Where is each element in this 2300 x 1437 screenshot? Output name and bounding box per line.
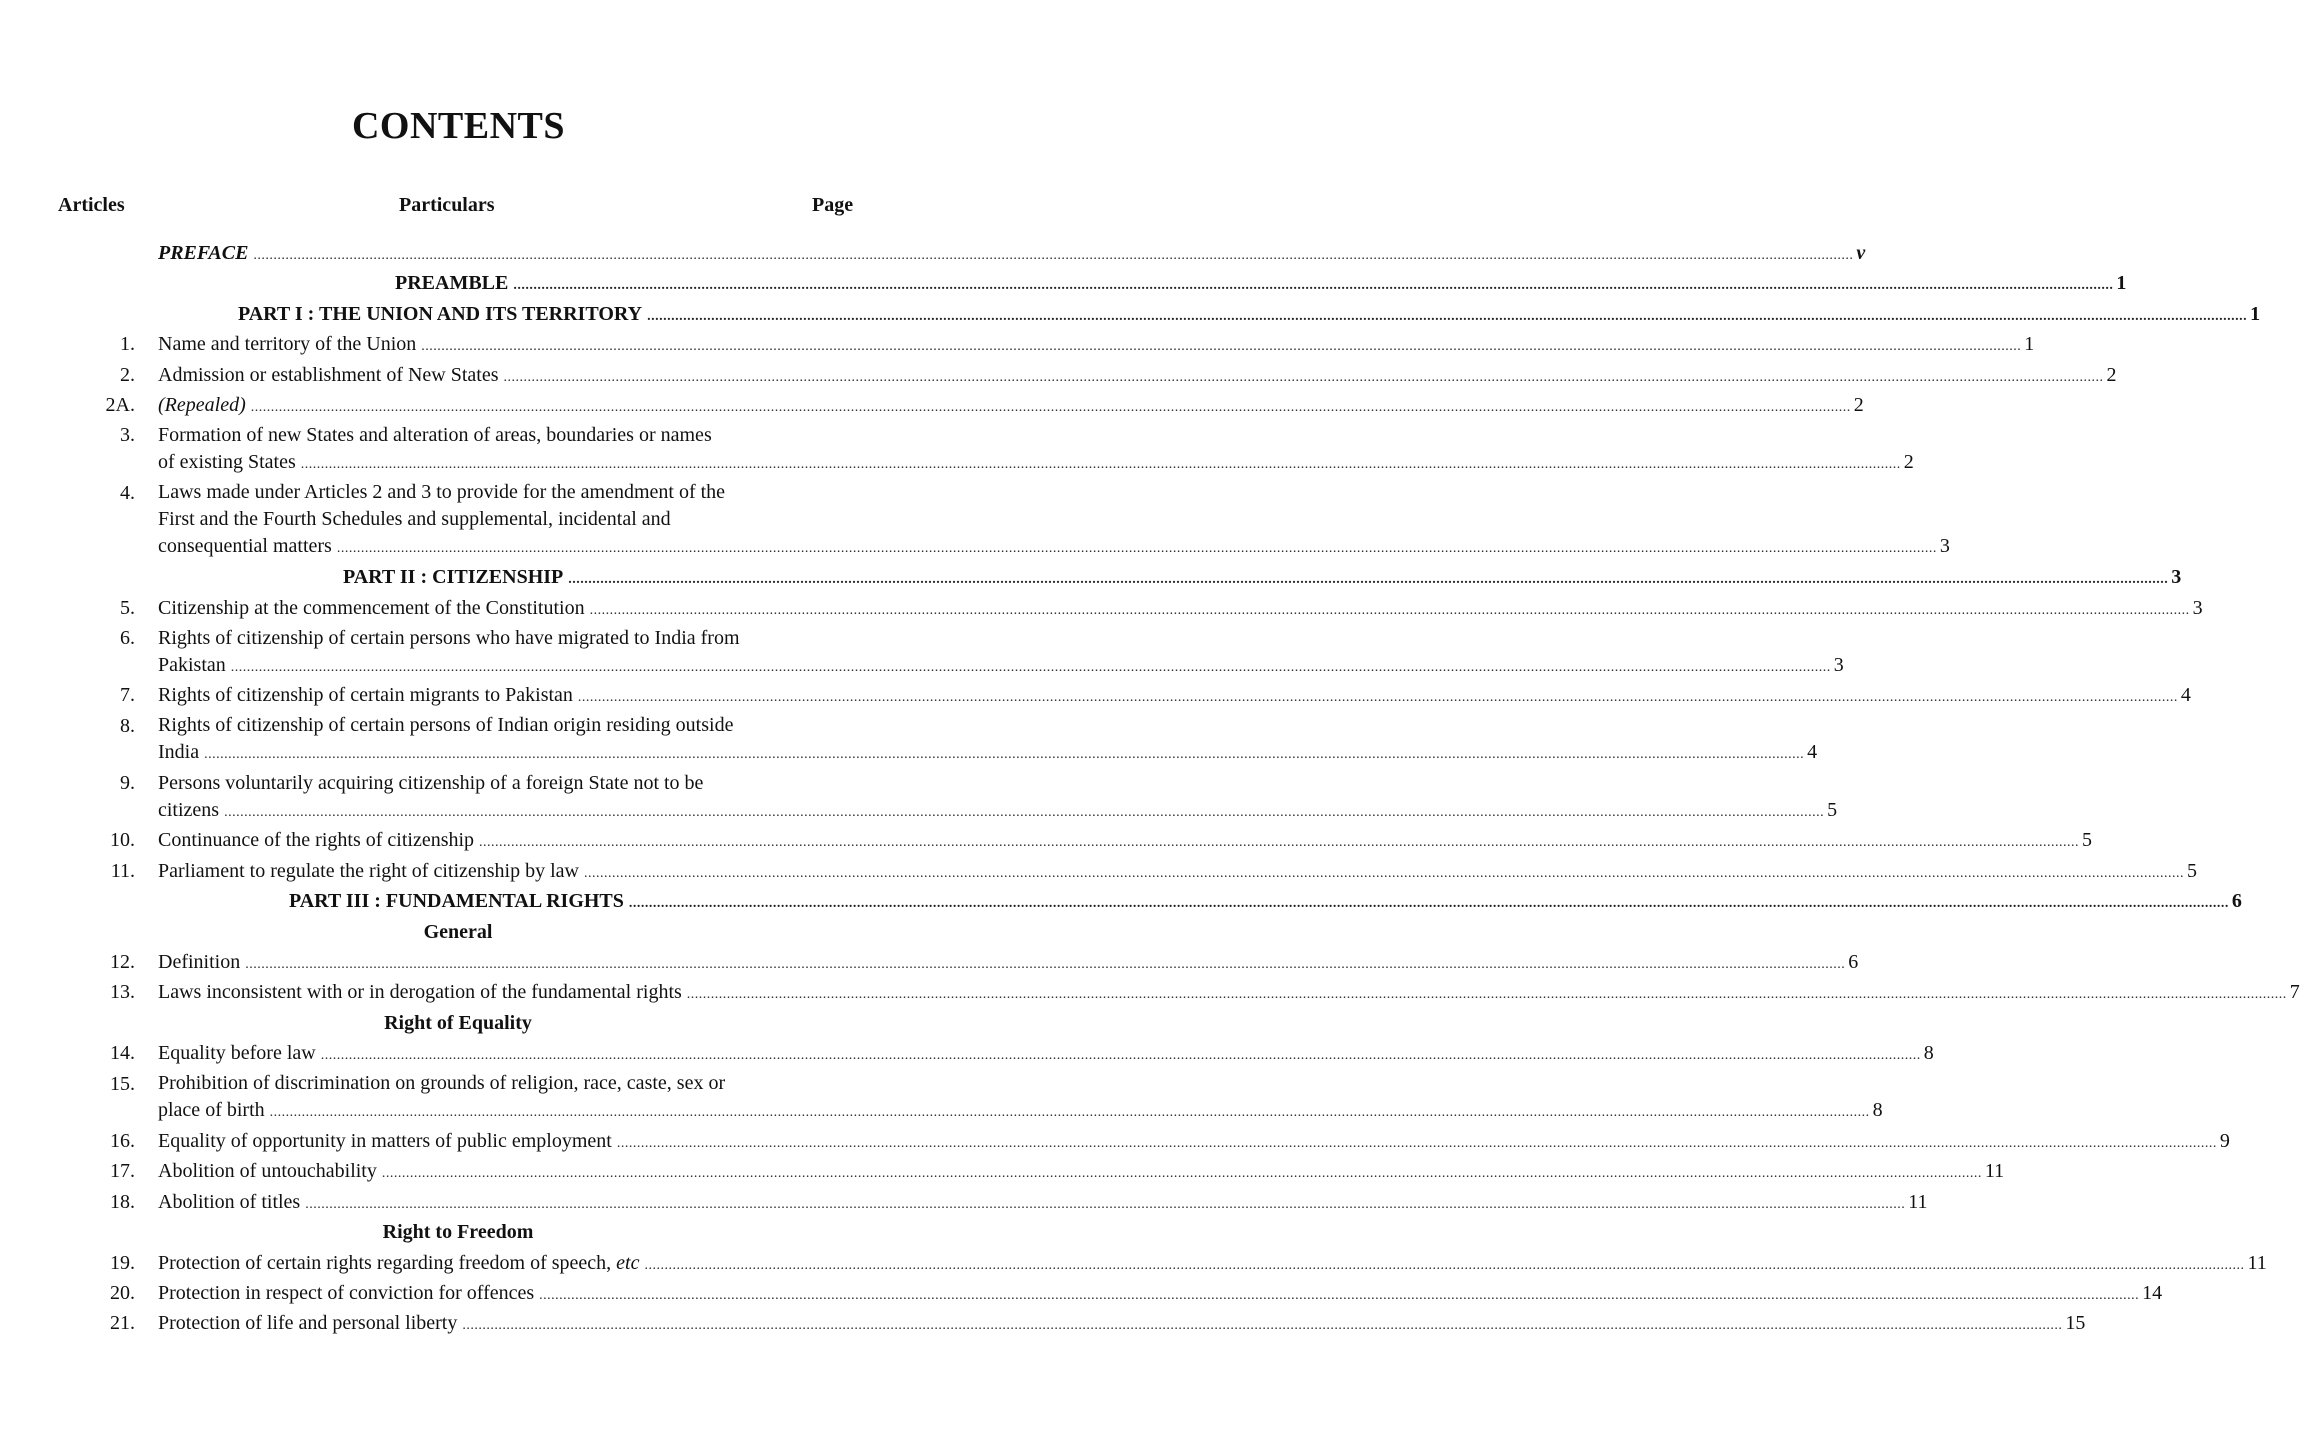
entry-title: Rights of citizenship of certain migrants to Pakistan [158,684,573,707]
article-number: 2. [120,363,135,386]
entry-body [158,711,1818,769]
page-number: 8 [1872,1099,1883,1122]
toc-heading-row [0,299,2261,329]
dot-leader: ................................................................................................................................................................................................................................................................................................................................................................................................................ [616,1135,2217,1151]
dot-leader: ................................................................................................................................................................................................................................................................................................................................................................................................................ [589,602,2190,618]
article-number: 20. [110,1281,135,1304]
entry-title [158,1248,639,1278]
article-number: 10. [110,829,135,852]
entry-line [158,593,2203,626]
page-number: 5 [2082,829,2093,852]
entry-line [158,449,1914,478]
dot-leader: ................................................................................................................................................................................................................................................................................................................................................................................................................ [269,1105,1870,1121]
entry-title: place of birth [158,1099,265,1122]
article-number: 16. [110,1129,135,1152]
entry-line [158,856,2197,889]
page-number: 8 [1923,1042,1934,1065]
page-number: 3 [1833,653,1844,676]
entry-line [158,1308,2086,1341]
page-number: 11 [1908,1190,1928,1213]
toc-entry [0,711,1818,768]
subheading-text: General [423,920,493,943]
entry-title: Name and territory of the Union [158,333,417,356]
column-headers [0,194,997,220]
dot-leader: ................................................................................................................................................................................................................................................................................................................................................................................................................ [628,896,2229,912]
entry-title: Pakistan [158,653,226,676]
heading-line [343,562,2182,595]
page-number: 1 [2116,272,2127,295]
article-number: 6. [120,626,135,649]
toc-entry [0,478,1950,562]
page-number: 14 [2142,1281,2163,1304]
subheading-text: Right of Equality [384,1011,532,1034]
toc-entry [0,947,1859,977]
dot-leader: ................................................................................................................................................................................................................................................................................................................................................................................................................ [644,1257,2245,1273]
entry-title: Protection in respect of conviction for offences [158,1281,535,1304]
entry-line [158,947,1859,980]
part-heading: PART I : THE UNION AND ITS TERRITORY [238,302,643,325]
section-subheading [0,1008,997,1038]
entry-title: Laws inconsistent with or in derogation of the fundamental rights [158,981,682,1004]
page-number: 4 [2180,684,2191,707]
entry-body [158,238,1866,271]
dot-leader: ................................................................................................................................................................................................................................................................................................................................................................................................................ [320,1048,1921,1064]
toc-entry [0,1308,2086,1338]
entry-line [158,238,1866,271]
dot-leader: ................................................................................................................................................................................................................................................................................................................................................................................................................ [253,248,1854,263]
entry-line [158,533,1950,562]
toc-entry [0,680,2191,710]
dot-leader: ................................................................................................................................................................................................................................................................................................................................................................................................................ [224,804,1825,820]
article-number: 1. [120,333,135,356]
article-number: 21. [110,1312,135,1335]
dot-leader: ................................................................................................................................................................................................................................................................................................................................................................................................................ [584,865,2184,881]
toc-entry [0,856,2197,886]
articles-column-header: Articles [58,194,125,216]
particulars-column-header: Particulars [399,194,495,216]
section-subheading [0,917,997,947]
article-number: 11. [110,859,135,882]
entry-line: Persons voluntarily acquiring citizenship of a foreign State not to be [158,771,704,794]
page-title: CONTENTS [351,105,566,147]
entry-body [158,1248,2267,1281]
page-number: 5 [2187,859,2197,882]
section-subheading [0,1217,997,1247]
article-number: 7. [120,684,135,707]
heading-line [289,886,2242,919]
entry-body [158,1126,2230,1159]
toc-entry [0,420,1914,477]
entry-title: Abolition of titles [158,1190,301,1213]
entry-body [158,1156,2005,1189]
entry-title: citizens [158,798,220,821]
dot-leader: ................................................................................................................................................................................................................................................................................................................................................................................................................ [204,747,1805,763]
entry-body [158,329,2035,362]
article-number: 8. [120,714,135,737]
dot-leader: ................................................................................................................................................................................................................................................................................................................................................................................................................ [462,1318,2063,1334]
toc-heading-row [0,886,2242,916]
entry-body [158,593,2203,626]
entry-title-italic: etc [616,1251,640,1274]
article-number: 17. [110,1160,135,1183]
page-number: 1 [2250,302,2261,325]
toc-entry [0,1038,1934,1068]
entry-body [158,856,2197,889]
entry-line [158,1038,1934,1071]
part-heading: PART II : CITIZENSHIP [343,566,564,589]
toc-entry [0,329,2035,359]
page-number: v [1856,242,1866,264]
entry-line [158,390,1864,423]
entry-body [158,825,2093,858]
entry-body [158,768,1838,826]
entry-title: India [158,741,200,764]
entry-title: of existing States [158,451,296,474]
entry-line: Formation of new States and alteration of areas, boundaries or names [158,424,712,447]
dot-leader: ................................................................................................................................................................................................................................................................................................................................................................................................................ [305,1196,1906,1212]
entry-title: Parliament to regulate the right of citizenship by law [158,859,579,882]
article-number: 13. [110,981,135,1004]
entry-line [158,1187,1928,1220]
part-heading: PREAMBLE [395,272,509,295]
page-number: 3 [1939,535,1950,558]
entry-title: Citizenship at the commencement of the Constitution [158,596,585,619]
entry-line [158,1097,1883,1126]
dot-leader: ................................................................................................................................................................................................................................................................................................................................................................................................................ [421,339,2022,355]
entry-title-text: Protection of certain rights regarding freedom of speech, [158,1251,617,1274]
toc-heading-row [0,562,2182,592]
entry-line: Rights of citizenship of certain persons who have migrated to India from [158,626,740,649]
page-number: 11 [2247,1251,2267,1274]
entry-body [158,1308,2086,1341]
dot-leader: ................................................................................................................................................................................................................................................................................................................................................................................................................ [686,987,2287,1003]
entry-line [158,652,1844,681]
toc-entry [0,1069,1883,1126]
article-number: 19. [110,1251,135,1274]
entry-title: (Repealed) [158,393,246,416]
toc-entry [0,1156,2005,1186]
page-number: 2 [1903,451,1914,474]
toc-heading-row [0,238,1866,268]
article-number: 4. [120,481,135,504]
entry-line [158,797,1838,826]
entry-body [158,680,2191,713]
toc-entry [0,825,2093,855]
entry-body [158,947,1859,980]
dot-leader: ................................................................................................................................................................................................................................................................................................................................................................................................................ [300,457,1901,473]
dot-leader: ................................................................................................................................................................................................................................................................................................................................................................................................................ [647,308,2248,324]
entry-body [158,478,1950,563]
dot-leader: ................................................................................................................................................................................................................................................................................................................................................................................................................ [513,278,2114,294]
entry-title: Equality before law [158,1042,316,1065]
toc-entry [0,1248,2267,1278]
entry-body [158,1038,1934,1071]
entry-title: Continuance of the rights of citizenship [158,829,475,852]
dot-leader: ................................................................................................................................................................................................................................................................................................................................................................................................................ [381,1166,1982,1182]
toc-entry [0,360,2117,390]
toc-entry [0,593,2203,623]
entry-line: Rights of citizenship of certain persons of Indian origin residing outside [158,714,734,737]
entry-body [158,1187,1928,1220]
part-heading: PART III : FUNDAMENTAL RIGHTS [289,890,624,913]
toc-heading-row [0,268,2127,298]
page-number: 1 [2024,333,2035,356]
dot-leader: ................................................................................................................................................................................................................................................................................................................................................................................................................ [539,1287,2140,1303]
entry-line: Prohibition of discrimination on grounds of religion, race, caste, sex or [158,1072,726,1095]
dot-leader: ................................................................................................................................................................................................................................................................................................................................................................................................................ [250,399,1851,415]
entry-line [158,1278,2163,1311]
entry-line [158,1248,2267,1281]
entry-body [158,360,2117,393]
entry-line: First and the Fourth Schedules and supplemental, incidental and [158,508,671,531]
toc-entry [0,977,2300,1007]
article-number: 12. [110,951,135,974]
article-number: 5. [120,596,135,619]
entry-body [158,623,1844,681]
article-number: 14. [110,1042,135,1065]
toc-entry [0,768,1838,825]
page-number: 6 [1848,951,1859,974]
page-number: 4 [1807,741,1818,764]
toc-entry [0,1187,1928,1217]
entry-title: Equality of opportunity in matters of public employment [158,1129,612,1152]
toc-entry [0,1126,2230,1156]
heading-line [238,299,2261,332]
dot-leader: ................................................................................................................................................................................................................................................................................................................................................................................................................ [503,369,2104,385]
entry-line [158,329,2035,362]
article-number: 15. [110,1072,135,1095]
toc-entry [0,623,1844,680]
page-number: 3 [2192,596,2203,619]
page-number: 7 [2289,981,2300,1004]
dot-leader: ................................................................................................................................................................................................................................................................................................................................................................................................................ [479,835,2080,851]
entry-body [158,420,1914,478]
toc-entry [0,390,1864,420]
entry-title: Admission or establishment of New States [158,363,499,386]
page-number: 6 [2231,890,2242,913]
dot-leader: ................................................................................................................................................................................................................................................................................................................................................................................................................ [245,957,1846,973]
entry-line [158,1156,2005,1189]
page-number: 9 [2219,1129,2230,1152]
entry-body [158,1069,1883,1127]
entry-title: consequential matters [158,535,332,558]
page-number: 15 [2065,1312,2086,1335]
entry-line: Laws made under Articles 2 and 3 to provide for the amendment of the [158,481,726,504]
article-number: 2A. [105,393,135,416]
page-number: 5 [1827,798,1838,821]
heading-line [395,268,2127,301]
page-number: 2 [1853,393,1864,416]
page-column-header: Page [812,194,854,216]
entry-body [158,977,2300,1010]
entry-body [158,1278,2163,1311]
entry-body [158,390,1864,423]
toc-entry [0,1278,2163,1308]
article-number: 3. [120,424,135,447]
article-number: 18. [110,1190,135,1213]
table-of-contents [0,238,2300,1339]
page-number: 2 [2106,363,2117,386]
entry-line [158,977,2300,1010]
page-number: 11 [1984,1160,2005,1183]
dot-leader: ................................................................................................................................................................................................................................................................................................................................................................................................................ [577,690,2178,706]
dot-leader: ................................................................................................................................................................................................................................................................................................................................................................................................................ [336,541,1937,557]
entry-title: Protection of life and personal liberty [158,1312,458,1335]
entry-line [158,825,2093,858]
preface-label: PREFACE [158,242,249,264]
entry-title: Abolition of untouchability [158,1160,377,1183]
page-number: 3 [2171,566,2182,589]
article-number: 9. [120,772,135,795]
entry-line [158,680,2191,713]
entry-line [158,360,2117,393]
entry-line [158,1126,2230,1159]
subheading-text: Right to Freedom [382,1221,534,1244]
dot-leader: ................................................................................................................................................................................................................................................................................................................................................................................................................ [230,659,1831,675]
dot-leader: ................................................................................................................................................................................................................................................................................................................................................................................................................ [568,572,2169,588]
entry-title: Definition [158,951,241,974]
entry-line [158,739,1818,768]
